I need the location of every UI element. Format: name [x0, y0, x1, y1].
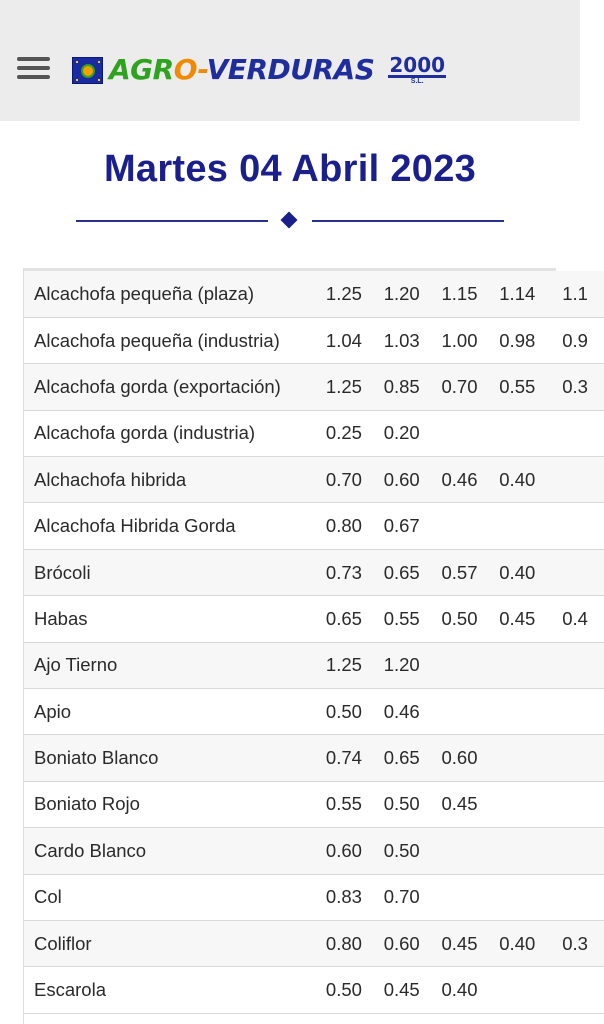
price-cell: 0.98 — [488, 317, 546, 363]
product-name: Alcachofa Hibrida Gorda — [24, 503, 315, 549]
price-cell: 0.40 — [488, 920, 546, 966]
price-cell — [546, 503, 604, 549]
logo-year: 2000 S.L. — [389, 52, 446, 85]
price-cell: 0.50 — [373, 828, 431, 874]
table-row — [24, 364, 604, 410]
price-cell: 0.60 — [373, 457, 431, 503]
price-cell: 0.46 — [431, 457, 489, 503]
price-cell: 0.83 — [315, 874, 373, 920]
price-cell: 0.40 — [431, 967, 489, 1013]
price-cell: 0.74 — [315, 735, 373, 781]
title-divider — [76, 212, 504, 230]
logo-emblem-icon — [72, 57, 103, 84]
product-name: Escarola — [24, 967, 315, 1013]
price-cell: 1.14 — [488, 271, 546, 317]
price-cell — [546, 828, 604, 874]
price-cell: 0.25 — [315, 410, 373, 456]
price-cell: 0.40 — [488, 457, 546, 503]
table-row — [24, 828, 604, 874]
price-cell: 0.55 — [488, 364, 546, 410]
price-cell — [488, 642, 546, 688]
price-cell: 0.60 — [315, 828, 373, 874]
price-cell — [488, 735, 546, 781]
product-name: Boniato Blanco — [24, 735, 315, 781]
price-cell: 0.45 — [431, 920, 489, 966]
table-row — [24, 781, 604, 827]
price-cell: 0.70 — [315, 457, 373, 503]
price-cell: 0.9 — [546, 317, 604, 363]
product-name: Boniato Rojo — [24, 781, 315, 827]
price-cell — [488, 828, 546, 874]
table-row — [24, 271, 604, 317]
product-name: Alchachofa hibrida — [24, 457, 315, 503]
product-name: Ajo Tierno — [24, 642, 315, 688]
price-cell: 1.1 — [546, 271, 604, 317]
price-cell — [546, 967, 604, 1013]
page-title: Martes 04 Abril 2023 — [103, 148, 477, 190]
product-name: Habas — [24, 596, 315, 642]
price-cell — [488, 967, 546, 1013]
price-cell: 0.65 — [373, 735, 431, 781]
price-cell: 0.67 — [373, 503, 431, 549]
diamond-ornament-icon — [281, 212, 298, 229]
table-row — [24, 920, 604, 966]
price-cell: 1.03 — [373, 317, 431, 363]
product-name: Brócoli — [24, 549, 315, 595]
price-cell: 1.15 — [431, 271, 489, 317]
product-name: Alcachofa pequeña (plaza) — [24, 271, 315, 317]
site-logo[interactable] — [72, 52, 446, 88]
price-cell: 0.45 — [431, 781, 489, 827]
logo-wordmark: AGRO-VERDURAS — [109, 53, 375, 86]
price-cell — [546, 549, 604, 595]
site-header — [0, 0, 580, 121]
price-cell: 0.60 — [373, 920, 431, 966]
price-cell — [488, 503, 546, 549]
table-row — [24, 596, 604, 642]
price-cell: 0.55 — [315, 781, 373, 827]
price-cell — [546, 781, 604, 827]
price-cell: 0.20 — [373, 410, 431, 456]
price-cell: 0.3 — [546, 364, 604, 410]
product-name: Alcachofa gorda (exportación) — [24, 364, 315, 410]
price-cell: 0.65 — [373, 549, 431, 595]
price-cell: 0.50 — [315, 689, 373, 735]
table-row — [24, 735, 604, 781]
price-cell: 1.25 — [315, 364, 373, 410]
table-row — [24, 549, 604, 595]
price-cell: 0.70 — [373, 874, 431, 920]
price-cell: 0.60 — [431, 735, 489, 781]
price-cell: 0.80 — [315, 920, 373, 966]
price-cell: 0.3 — [546, 920, 604, 966]
price-cell — [546, 642, 604, 688]
price-cell: 1.20 — [373, 271, 431, 317]
price-cell: 0.40 — [488, 549, 546, 595]
price-cell — [488, 689, 546, 735]
product-name: Coliflor — [24, 920, 315, 966]
price-cell: 0.55 — [373, 596, 431, 642]
price-cell: 0.70 — [431, 364, 489, 410]
price-cell — [546, 410, 604, 456]
table-row — [24, 503, 604, 549]
price-cell: 1.25 — [315, 642, 373, 688]
price-cell: 0.73 — [315, 549, 373, 595]
price-cell — [431, 874, 489, 920]
table-row — [24, 967, 604, 1013]
price-cell — [488, 410, 546, 456]
product-name: Apio — [24, 689, 315, 735]
price-cell: 0.50 — [373, 781, 431, 827]
price-cell: 0.80 — [315, 503, 373, 549]
price-cell: 0.65 — [315, 596, 373, 642]
price-cell — [431, 410, 489, 456]
price-cell: 0.45 — [488, 596, 546, 642]
price-cell — [546, 874, 604, 920]
price-cell: 1.00 — [431, 317, 489, 363]
product-name: Alcachofa pequeña (industria) — [24, 317, 315, 363]
price-cell: 0.85 — [373, 364, 431, 410]
table-row — [24, 410, 604, 456]
price-cell — [431, 828, 489, 874]
price-cell: 0.45 — [373, 967, 431, 1013]
price-cell: 0.57 — [431, 549, 489, 595]
table-row — [24, 642, 604, 688]
hamburger-menu-icon[interactable] — [17, 57, 50, 79]
price-cell: 0.4 — [546, 596, 604, 642]
table-row — [24, 317, 604, 363]
price-cell: 0.50 — [431, 596, 489, 642]
price-cell — [431, 503, 489, 549]
price-cell — [431, 642, 489, 688]
prices-table — [24, 271, 604, 1014]
product-name: Col — [24, 874, 315, 920]
price-cell — [546, 457, 604, 503]
table-row — [24, 874, 604, 920]
price-cell — [488, 874, 546, 920]
price-cell — [431, 689, 489, 735]
price-cell — [546, 689, 604, 735]
product-name: Alcachofa gorda (industria) — [24, 410, 315, 456]
price-cell: 1.25 — [315, 271, 373, 317]
price-cell: 0.50 — [315, 967, 373, 1013]
product-name: Cardo Blanco — [24, 828, 315, 874]
price-cell: 0.46 — [373, 689, 431, 735]
price-cell: 1.20 — [373, 642, 431, 688]
price-cell: 1.04 — [315, 317, 373, 363]
table-row — [24, 457, 604, 503]
table-row — [24, 689, 604, 735]
prices-table-container[interactable] — [23, 268, 588, 1024]
price-cell — [546, 735, 604, 781]
price-cell — [488, 781, 546, 827]
